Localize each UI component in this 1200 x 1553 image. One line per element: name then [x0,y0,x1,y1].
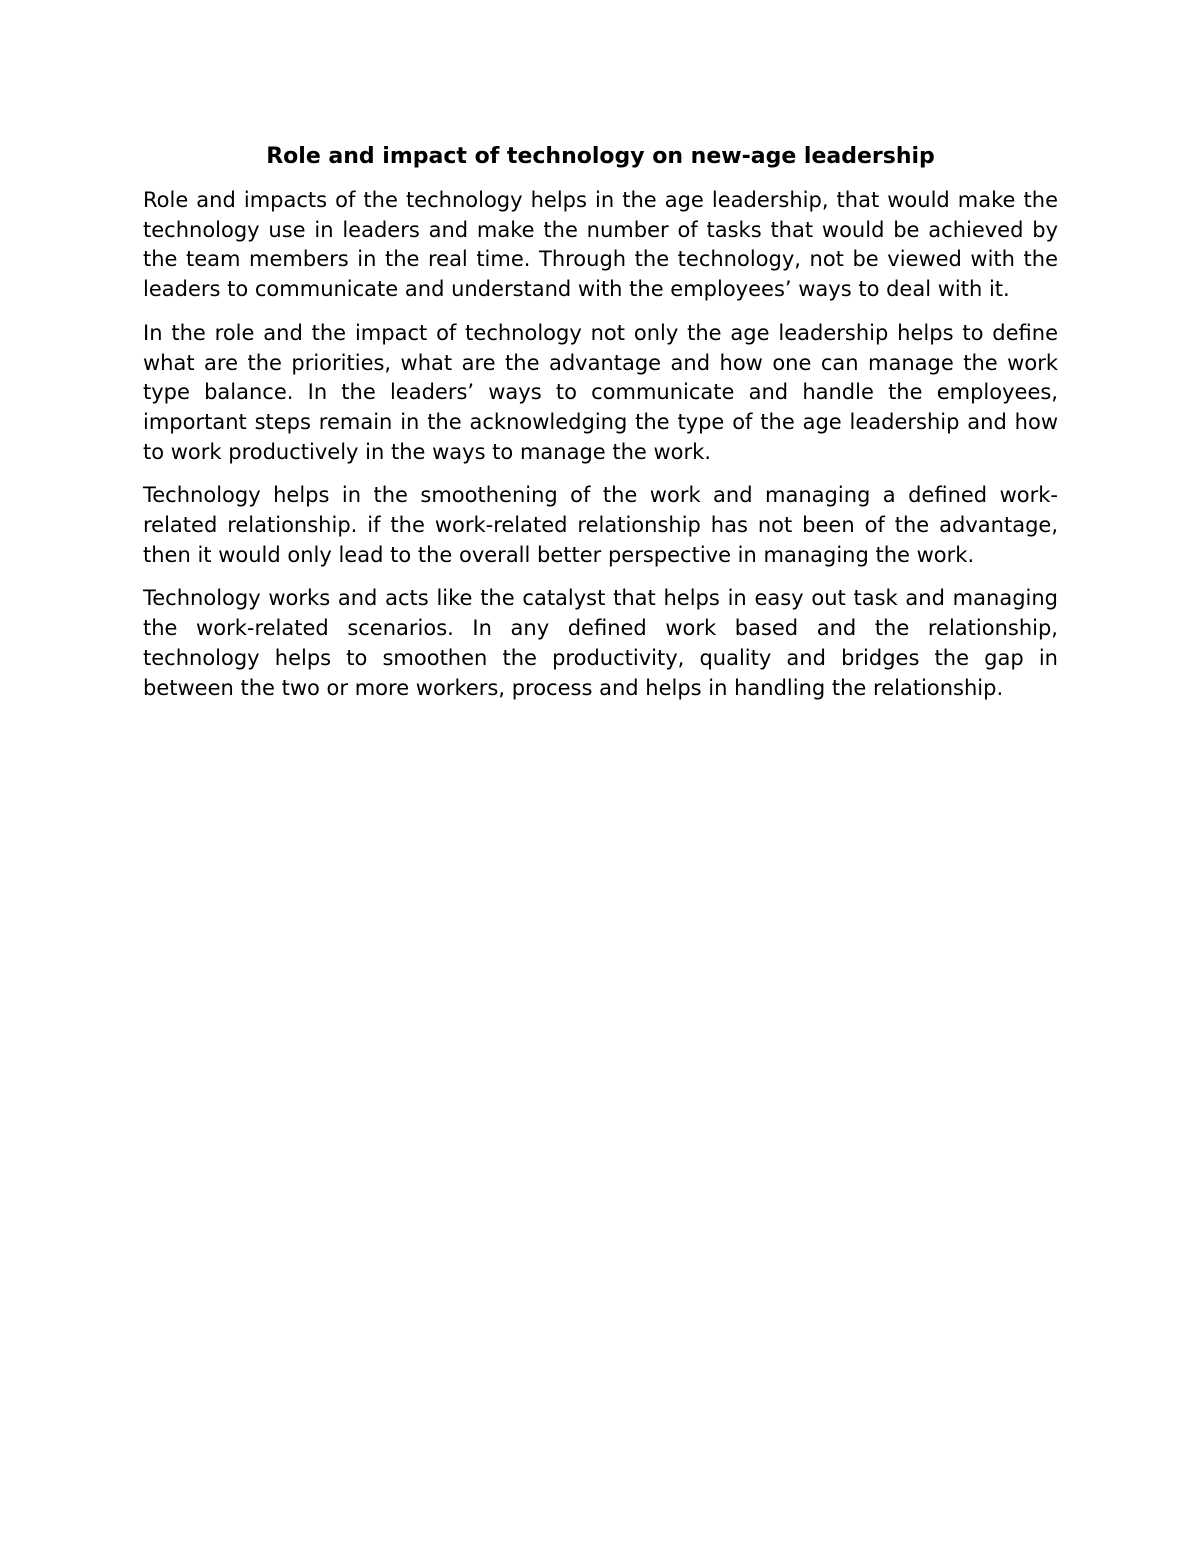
document-body [143,142,1058,703]
paragraph-3: Technology helps in the smoothening of the work and managing a defined work-related relationship. if the work-related relationship has not been of the advantage, then it would only lead to the overall better perspective in managing the work. [143,483,1058,567]
paragraph-2: In the role and the impact of technology not only the age leadership helps to define what are the priorities, what are the advantage and how one can manage the work type balance. In the leaders’ ways to communicate and handle the employees, important steps remain in the acknowledging the type of the age leadership and how to work productively in the ways to manage the work. [143,320,1058,464]
paragraph-4: Technology works and acts like the catalyst that helps in easy out task and managing the work-related scenarios. In any defined work based and the relationship, technology helps to smoothen the productivity, quality and bridges the gap in between the two or more workers, process and helps in handling the relationship. [143,586,1058,700]
document-title: Role and impact of technology on new-age leadership [266,144,935,169]
paragraph-1: Role and impacts of the technology helps in the age leadership, that would make the technology use in leaders and make the number of tasks that would be achieved by the team members in the real time. Through the technology, not be viewed with the leaders to communicate and understand with the employees’ ways to deal with it. [143,188,1058,302]
